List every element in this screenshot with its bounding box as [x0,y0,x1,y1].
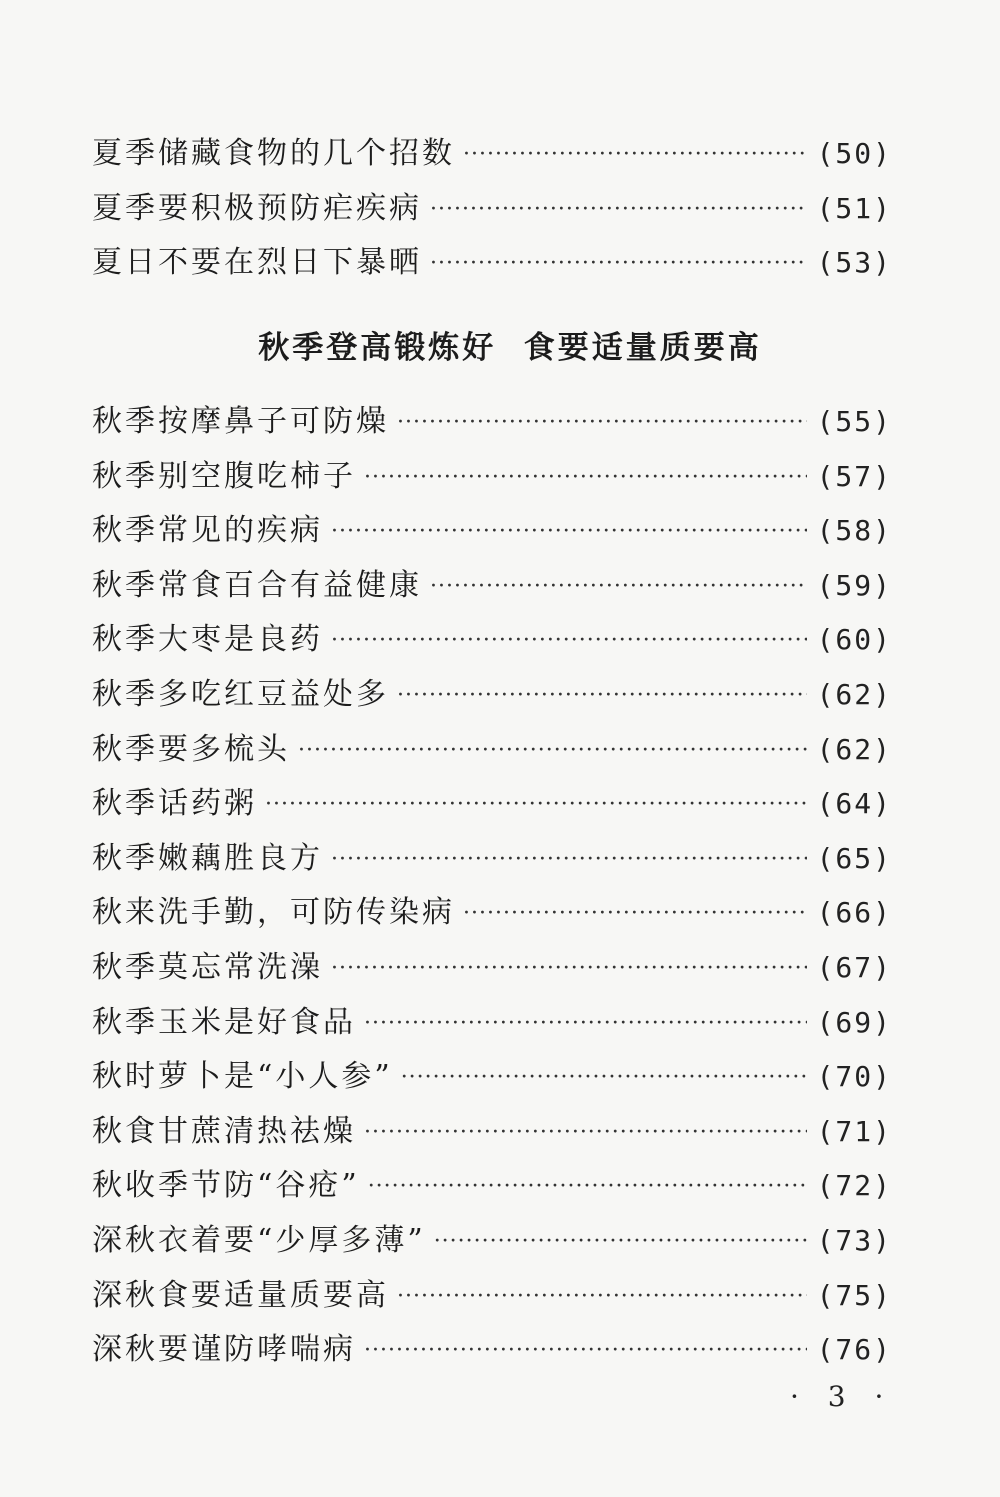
toc-entry [92,451,892,506]
toc-entry [92,778,892,833]
toc-entry-page: (58) [816,514,892,548]
toc-entry-page: (53) [816,246,892,280]
toc-entry-title: 深秋衣着要“少厚多薄” [92,1222,426,1258]
toc-entry-page: (65) [816,841,892,875]
dot-leader [397,1284,807,1309]
dot-leader [397,683,807,708]
toc-entry-page: (59) [816,568,892,602]
toc-entry-title: 秋来洗手勤，可防传染病 [92,895,455,931]
toc-entry-title: 秋季别空腹吃柿子 [92,458,356,494]
dot-leader [331,956,807,981]
toc-entry-page: (69) [816,1005,892,1039]
toc-entry-page: (66) [816,896,892,930]
toc-entry-title: 夏季要积极预防疟疾病 [92,190,422,226]
toc-entry [92,560,892,615]
dot-leader [430,197,807,222]
dot-leader [430,251,807,276]
dot-leader [397,410,807,435]
toc-entry [92,724,892,779]
dot-leader [368,1174,807,1199]
toc-entry-title: 秋时萝卜是“小人参” [92,1059,393,1095]
toc-entry-title: 夏季储藏食物的几个招数 [92,136,455,171]
toc-top-section [92,128,892,292]
toc-entry-title: 深秋食要适量质要高 [92,1277,389,1313]
toc-entry-title: 秋食甘蔗清热祛燥 [92,1113,356,1149]
toc-entry-title: 秋季按摩鼻子可防燥 [92,404,389,439]
toc-entry-title: 夏日不要在烈日下暴晒 [92,245,422,281]
dot-leader [364,1011,807,1036]
toc-entry-title: 秋季嫩藕胜良方 [92,840,323,876]
toc-autumn-section [92,396,892,1379]
toc-entry-page: (73) [816,1223,892,1257]
dot-leader [463,142,807,167]
toc-entry [92,997,892,1052]
toc-entry [92,505,892,560]
dot-leader [331,847,807,872]
toc-entry-page: (71) [816,1114,892,1148]
toc-entry-title: 秋季话药粥 [92,786,257,822]
toc-entry-title: 秋季莫忘常洗澡 [92,949,323,985]
toc-entry [92,942,892,997]
dot-leader [364,1338,807,1363]
toc-entry [92,183,892,238]
toc-entry [92,1270,892,1325]
toc-entry-title: 秋收季节防“谷疮” [92,1168,360,1204]
dot-leader [298,738,807,763]
toc-entry-title: 秋季常食百合有益健康 [92,567,422,603]
toc-entry-page: (75) [816,1278,892,1312]
page-number: · 3 · [790,1380,894,1413]
toc-entry-title: 秋季要多梳头 [92,731,290,767]
dot-leader [401,1065,807,1090]
toc-entry-page: (62) [816,677,892,711]
toc-entry-page: (51) [816,191,892,225]
dot-leader [430,574,807,599]
toc-entry-title: 秋季常见的疾病 [92,513,323,549]
toc-entry-page: (57) [816,459,892,493]
toc-entry-page: (67) [816,950,892,984]
toc-entry [92,1051,892,1106]
toc-entry [92,887,892,942]
dot-leader [434,1229,807,1254]
toc-entry [92,669,892,724]
dot-leader [364,465,807,490]
toc-entry [92,1215,892,1270]
toc-entry [92,614,892,669]
toc-entry-title: 秋季多吃红豆益处多 [92,676,389,712]
toc-entry-page: (70) [816,1060,892,1094]
toc-entry-page: (64) [816,787,892,821]
dot-leader [331,519,807,544]
toc-entry-page: (60) [816,623,892,657]
toc-entry-page: (55) [816,405,892,438]
toc-entry [92,1160,892,1215]
toc-entry-title: 秋季大枣是良药 [92,622,323,658]
toc-entry [92,1324,892,1379]
dot-leader [331,628,807,653]
dot-leader [463,901,807,926]
dot-leader [265,792,807,817]
toc-entry-page: (72) [816,1169,892,1203]
toc-entry-page: (76) [816,1333,892,1367]
dot-leader [364,1120,807,1145]
toc-entry [92,237,892,292]
toc-entry [92,833,892,888]
toc-entry-title: 深秋要谨防哮喘病 [92,1332,356,1368]
toc-entry [92,128,892,183]
section-heading: 秋季登高锻炼好 食要适量质要高 [258,330,762,366]
toc-entry [92,396,892,451]
toc-entry-page: (62) [816,732,892,766]
toc-entry-title: 秋季玉米是好食品 [92,1004,356,1040]
toc-entry-page: (50) [816,137,892,170]
toc-entry [92,1106,892,1161]
